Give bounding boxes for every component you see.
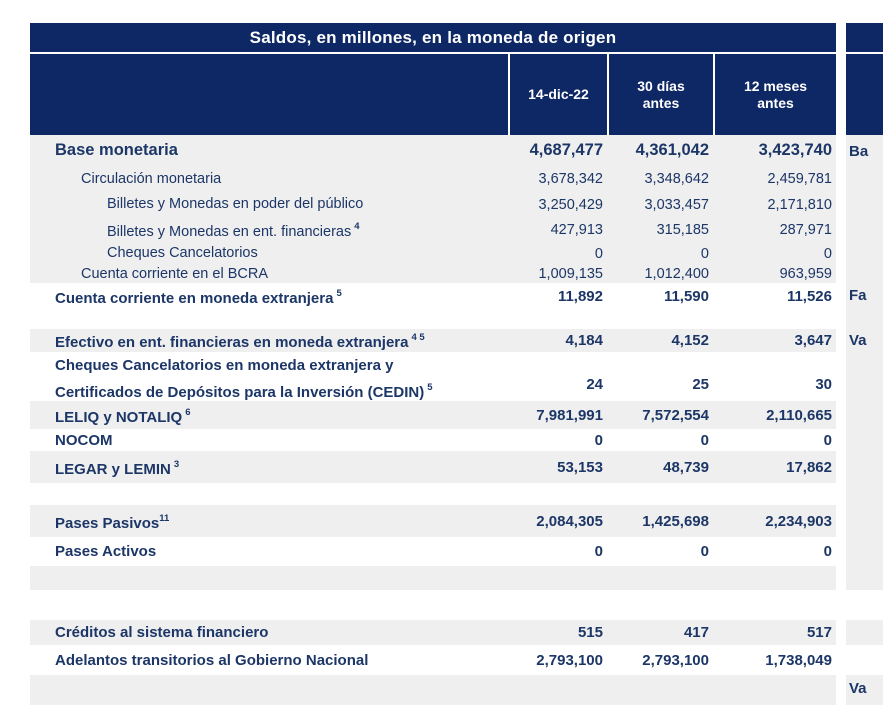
table-row — [30, 505, 836, 537]
label-column-spacer — [30, 54, 508, 135]
cell-value: 1,012,400 — [644, 266, 709, 282]
cell-value: 315,185 — [656, 221, 709, 238]
table-row — [30, 135, 836, 166]
cell-value: 963,959 — [779, 266, 832, 282]
saldos-table — [30, 23, 836, 705]
table-row — [30, 352, 836, 401]
cell-value: 53,153 — [557, 458, 603, 476]
cell-value: 4,687,477 — [529, 141, 603, 159]
table-row — [30, 451, 836, 483]
cell-value: 0 — [594, 245, 603, 262]
adjacent-table-body — [846, 135, 883, 705]
table-row — [30, 620, 836, 645]
cell-value: 4,152 — [671, 332, 709, 349]
table-row — [30, 537, 836, 566]
adjacent-column-header-band — [846, 54, 883, 135]
cell-value: 2,234,903 — [765, 512, 832, 530]
cell-value: 30 — [815, 376, 832, 393]
row-label: Cuenta corriente en el BCRA — [81, 265, 268, 282]
cell-value: 0 — [700, 245, 709, 262]
cell-value: 4,361,042 — [635, 141, 709, 159]
row-label: Pases Activos — [55, 543, 157, 560]
cell-value: 1,738,049 — [765, 651, 832, 669]
table-row — [30, 217, 836, 242]
cell-value: 11,892 — [557, 288, 603, 305]
cell-value: 11,590 — [663, 288, 709, 305]
row-label: LELIQ y NOTALIQ $^6$ — [55, 406, 191, 426]
cell-value: 417 — [683, 624, 709, 641]
row-label: Billetes y Monedas en ent. financieras $^4$ — [107, 220, 360, 240]
column-header-band — [30, 54, 836, 135]
adjacent-band — [846, 590, 883, 620]
row-label: Base monetaria — [55, 141, 178, 159]
table-row — [30, 429, 836, 451]
table-row — [30, 192, 836, 217]
cell-value: 4,184 — [565, 332, 603, 349]
table-title: Saldos, en millones, en la moneda de origen — [30, 23, 836, 52]
table-body — [30, 135, 836, 705]
adjacent-table-edge — [846, 23, 883, 705]
spacer-row — [30, 483, 836, 505]
cell-value: 24 — [586, 376, 603, 393]
cell-value: 2,459,781 — [767, 171, 832, 187]
adjacent-band — [846, 620, 883, 645]
spacer-row — [30, 566, 836, 590]
spacer-row — [30, 590, 836, 620]
cell-value: 2,793,100 — [642, 651, 709, 669]
table-row — [30, 166, 836, 192]
row-label: LEGAR y LEMIN $^3$ — [55, 458, 180, 478]
adjacent-row-label-factores: Fa — [849, 287, 867, 304]
adjacent-row-label-variacion-2: Va — [849, 680, 867, 697]
cell-value: 0 — [700, 431, 709, 449]
cell-value: 0 — [823, 245, 832, 262]
row-label: Créditos al sistema financiero — [55, 624, 269, 641]
table-row — [30, 401, 836, 429]
column-header-30-dias: 30 días antes — [607, 54, 713, 135]
table-row — [30, 329, 836, 352]
row-label: Circulación monetaria — [81, 170, 222, 187]
row-label: Cheques Cancelatorios en moneda extranjera y Certificados de Depósitos para la Inversión (CEDIN) $^5$ — [55, 357, 433, 401]
cell-value: 11,526 — [786, 288, 832, 305]
table-row — [30, 645, 836, 675]
row-label: Adelantos transitorios al Gobierno Nacional — [55, 651, 369, 669]
cell-value: 3,348,642 — [644, 171, 709, 187]
adjacent-band — [846, 645, 883, 675]
column-header-date: 14-dic-22 — [508, 54, 607, 135]
table-row — [30, 283, 836, 310]
cell-value: 517 — [806, 624, 832, 641]
row-label: Cuenta corriente en moneda extranjera $^5$ — [55, 288, 342, 307]
cell-value: 7,572,554 — [642, 406, 709, 424]
table-row — [30, 265, 836, 283]
cell-value: 3,250,429 — [538, 196, 603, 213]
cell-value: 515 — [577, 624, 603, 641]
cell-value: 0 — [823, 543, 832, 560]
adjacent-table-title-band — [846, 23, 883, 52]
cell-value: 1,009,135 — [538, 266, 603, 282]
row-label: Efectivo en ent. financieras en moneda extranjera $^{4 5}$ — [55, 332, 425, 351]
cell-value: 2,171,810 — [767, 196, 832, 213]
cell-value: 1,425,698 — [642, 512, 709, 530]
cell-value: 3,647 — [794, 332, 832, 349]
cell-value: 3,423,740 — [758, 141, 832, 159]
cell-value: 7,981,991 — [536, 406, 603, 424]
cell-value: 2,110,665 — [766, 406, 832, 424]
cell-value: 287,971 — [779, 221, 832, 238]
column-header-12-meses: 12 meses antes — [713, 54, 836, 135]
cell-value: 0 — [700, 543, 709, 560]
cell-value: 17,862 — [786, 458, 832, 476]
row-label: Cheques Cancelatorios — [107, 245, 258, 261]
cell-value: 0 — [594, 543, 603, 560]
cell-value: 0 — [594, 431, 603, 449]
cell-value: 48,739 — [663, 458, 709, 476]
spacer-row — [30, 675, 836, 705]
adjacent-row-label-variacion-1: Va — [849, 332, 867, 349]
cell-value: 0 — [823, 431, 832, 449]
row-label: NOCOM — [55, 431, 113, 449]
row-label: Billetes y Monedas en poder del público — [107, 196, 364, 212]
row-label: Pases Pasivos$^{11}$ — [55, 512, 170, 532]
cell-value: 2,084,305 — [536, 512, 603, 530]
cell-value: 3,033,457 — [644, 196, 709, 213]
cell-value: 25 — [692, 376, 709, 393]
adjacent-row-label-base: Ba — [849, 143, 869, 160]
cell-value: 2,793,100 — [536, 651, 603, 669]
cell-value: 3,678,342 — [538, 171, 603, 187]
adjacent-band — [846, 135, 883, 590]
cell-value: 427,913 — [550, 221, 603, 238]
